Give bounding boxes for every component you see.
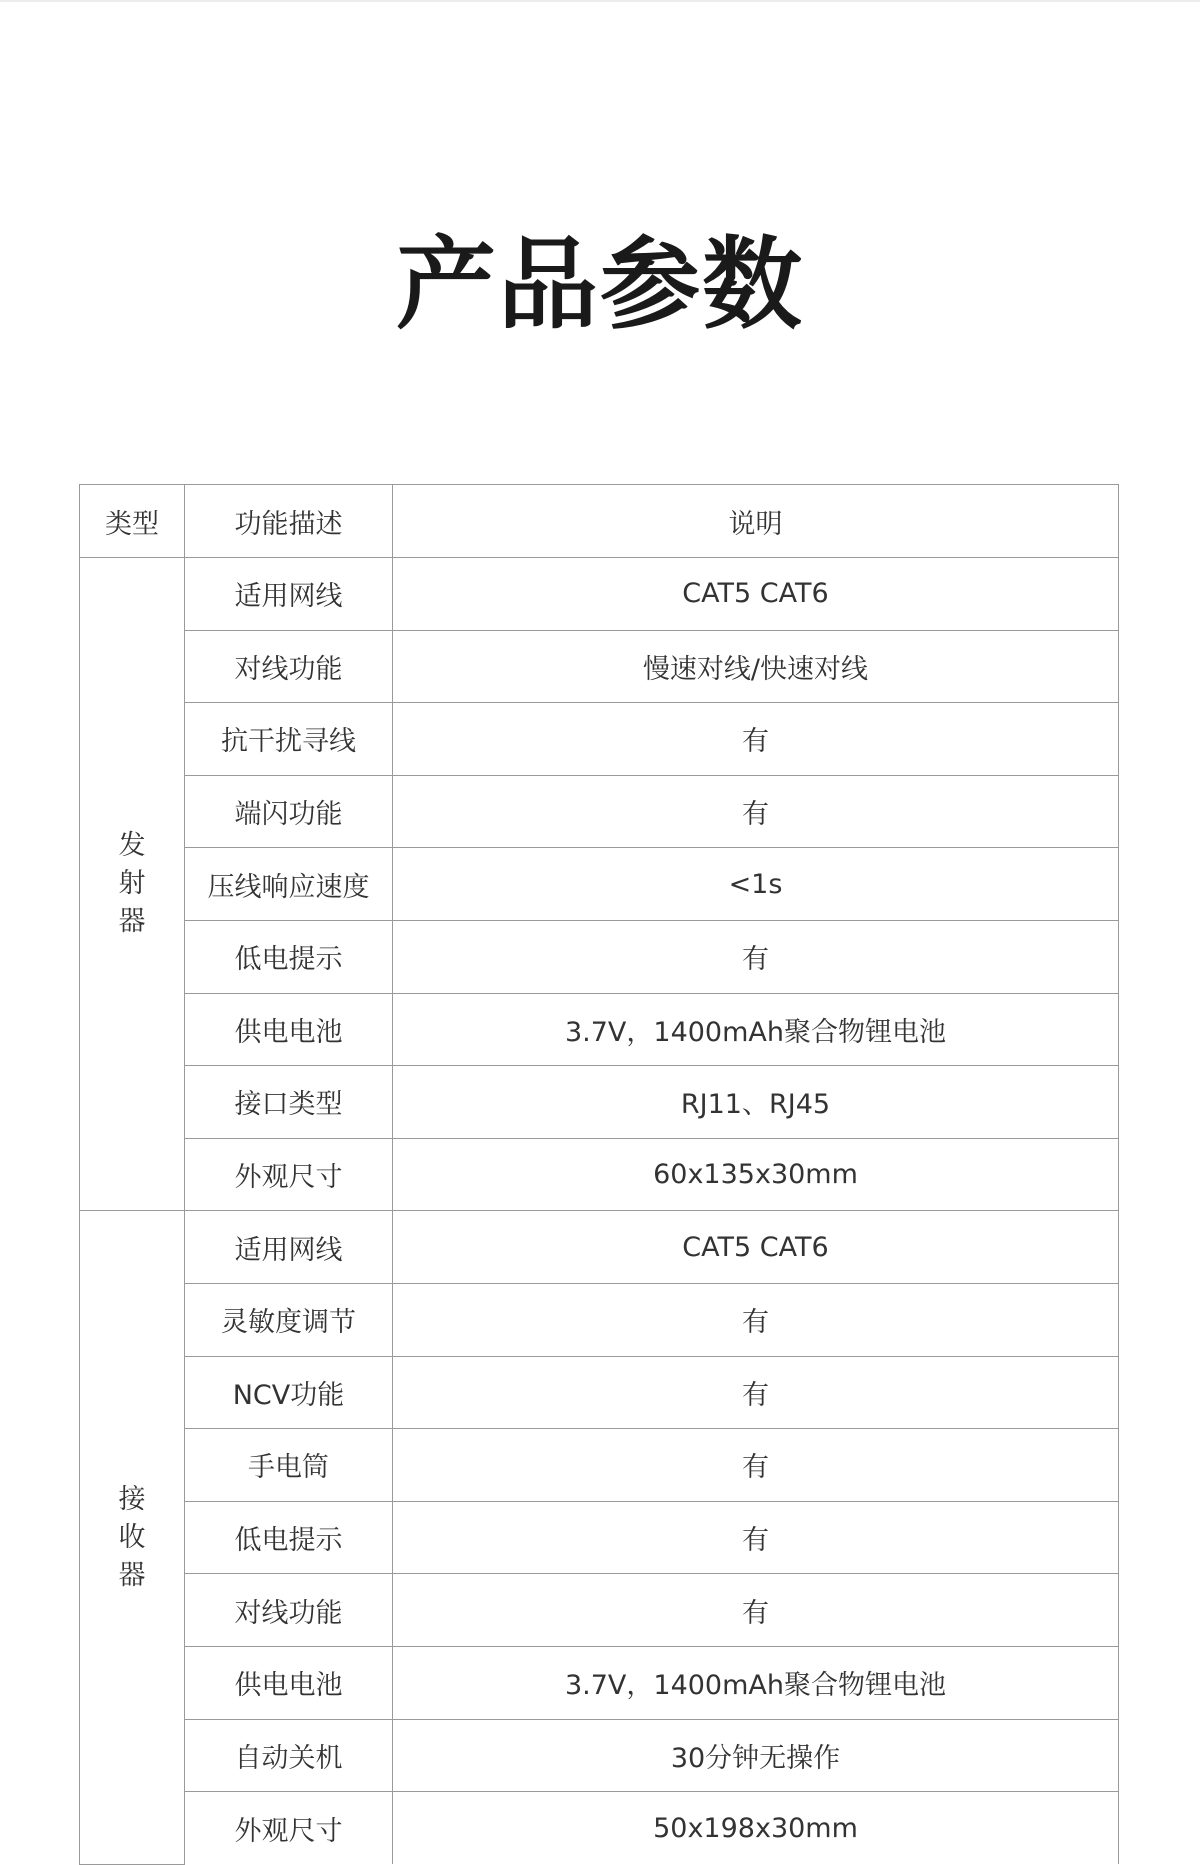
table-row [80,630,1119,703]
header-type: 类型 [80,485,185,558]
top-divider [0,0,1200,2]
spec-table [79,484,1119,1865]
header-function: 功能描述 [185,485,393,558]
description-cell: CAT5 CAT6 [393,1211,1119,1284]
description-cell: 有 [393,1501,1119,1574]
description-cell: 有 [393,703,1119,776]
description-cell: 3.7V，1400mAh聚合物锂电池 [393,1646,1119,1719]
function-cell: 适用网线 [185,558,393,631]
description-cell: RJ11、RJ45 [393,1066,1119,1139]
table-row [80,703,1119,776]
description-cell: 有 [393,1283,1119,1356]
function-cell: 抗干扰寻线 [185,703,393,776]
function-cell: 灵敏度调节 [185,1283,393,1356]
description-cell: 3.7V，1400mAh聚合物锂电池 [393,993,1119,1066]
table-row [80,558,1119,631]
function-cell: 供电电池 [185,1646,393,1719]
table-row [80,1283,1119,1356]
description-cell: 慢速对线/快速对线 [393,630,1119,703]
function-cell: 供电电池 [185,993,393,1066]
table-row [80,1646,1119,1719]
table-row [80,920,1119,993]
description-cell: 30分钟无操作 [393,1719,1119,1792]
function-cell: 对线功能 [185,630,393,703]
table-row [80,1429,1119,1502]
table-row [80,1066,1119,1139]
function-cell: 端闪功能 [185,775,393,848]
description-cell: <1s [393,848,1119,921]
table-row [80,1138,1119,1211]
table-row [80,1501,1119,1574]
description-cell: CAT5 CAT6 [393,558,1119,631]
description-cell: 有 [393,1574,1119,1647]
header-description: 说明 [393,485,1119,558]
table-row [80,1719,1119,1792]
function-cell: 自动关机 [185,1719,393,1792]
page-title: 产品参数 [396,226,804,343]
function-cell: 手电筒 [185,1429,393,1502]
function-cell: NCV功能 [185,1356,393,1429]
description-cell: 有 [393,775,1119,848]
function-cell: 压线响应速度 [185,848,393,921]
function-cell: 外观尺寸 [185,1138,393,1211]
table-header-row [80,485,1119,558]
function-cell: 接口类型 [185,1066,393,1139]
function-cell: 对线功能 [185,1574,393,1647]
table-row [80,1792,1119,1865]
function-cell: 低电提示 [185,920,393,993]
table-row [80,1574,1119,1647]
description-cell: 有 [393,1356,1119,1429]
function-cell: 适用网线 [185,1211,393,1284]
table-row [80,993,1119,1066]
function-cell: 外观尺寸 [185,1792,393,1865]
table-row [80,1211,1119,1284]
table-row [80,848,1119,921]
group-label-transmitter: 发 射 器 [80,558,185,1211]
function-cell: 低电提示 [185,1501,393,1574]
description-cell: 60x135x30mm [393,1138,1119,1211]
description-cell: 有 [393,1429,1119,1502]
group-label-receiver: 接 收 器 [80,1211,185,1864]
table-row [80,775,1119,848]
description-cell: 50x198x30mm [393,1792,1119,1865]
description-cell: 有 [393,920,1119,993]
table-row [80,1356,1119,1429]
